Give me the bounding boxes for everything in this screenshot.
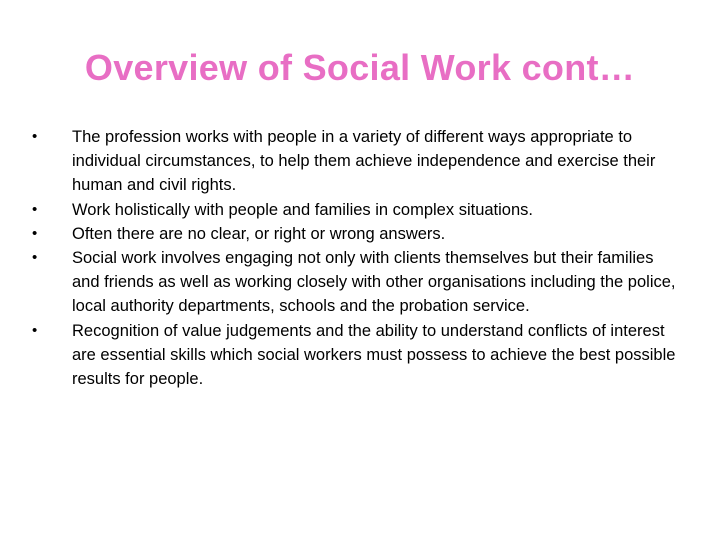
bullet-icon: • xyxy=(32,249,38,267)
bullet-item xyxy=(32,222,680,246)
bullet-item xyxy=(32,319,680,392)
bullet-text: Often there are no clear, or right or wrong answers. xyxy=(72,224,446,243)
bullet-icon: • xyxy=(32,321,38,339)
slide-title: Overview of Social Work cont… xyxy=(84,47,636,88)
bullet-text: Work holistically with people and families in complex situations. xyxy=(72,200,533,219)
bullet-text: Recognition of value judgements and the ability to understand conflicts of interest are essential skills which social workers must possess to achieve the best possible results for people. xyxy=(72,321,676,389)
bullet-item xyxy=(32,246,680,319)
bullet-text: The profession works with people in a variety of different ways appropriate to individual circumstances, to help them achieve independence and exercise their human and civil rights. xyxy=(72,128,656,195)
bullet-icon: • xyxy=(32,200,38,218)
bullet-item xyxy=(32,125,680,198)
bullet-icon: • xyxy=(32,224,38,242)
bullet-list xyxy=(32,125,680,391)
bullet-icon: • xyxy=(32,128,38,145)
bullet-text: Social work involves engaging not only with clients themselves but their families and friends as well as working closely with other organisations including the police, local authority departments, schools and the probation service. xyxy=(72,249,676,316)
bullet-item xyxy=(32,198,680,222)
